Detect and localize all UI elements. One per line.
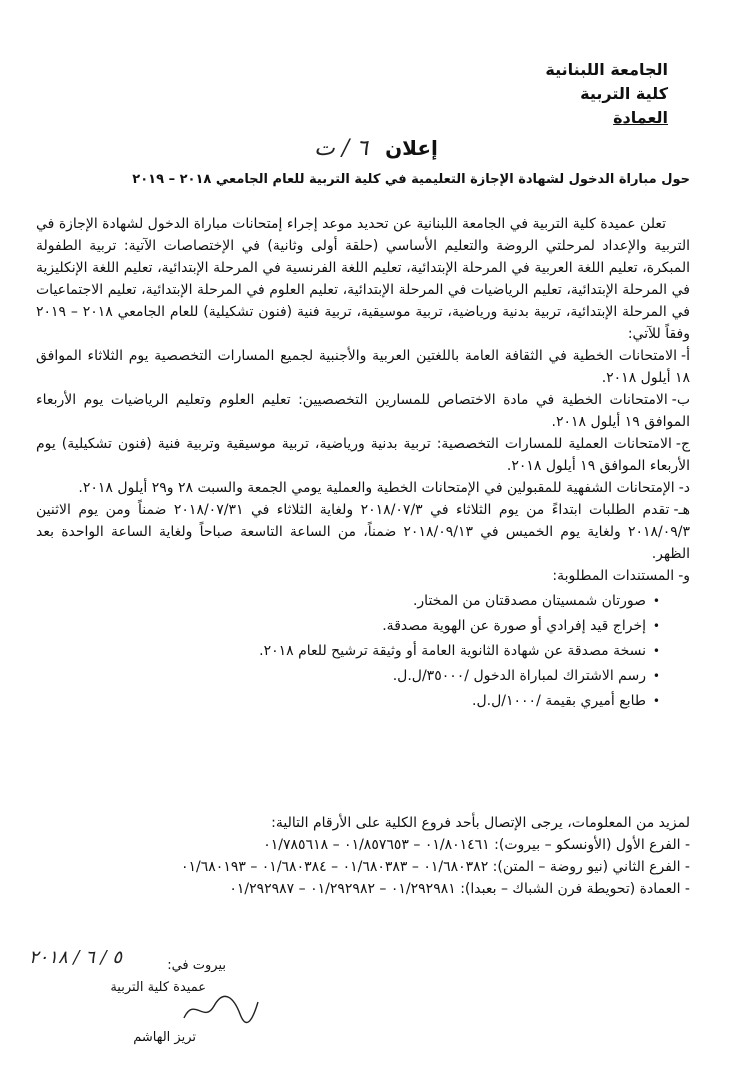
announcement-label: إعلان (385, 136, 438, 160)
handwritten-signature-icon (180, 988, 260, 1028)
list-item (36, 389, 690, 433)
list-item (36, 565, 690, 587)
item-mark: د- (678, 480, 690, 496)
item-mark: و- (678, 568, 690, 584)
faculty-name: كلية التربية (580, 84, 668, 103)
item-mark: ب- (671, 392, 690, 408)
letterhead (545, 58, 668, 130)
branch-line: - الفرع الأول (الأونسكو – بيروت): ٠١/٨٠١٤٦١ – ٠١/٨٥٧٦٥٣ – ٠١/٧٨٥٦١٨ (263, 837, 690, 853)
university-name: الجامعة اللبنانية (545, 60, 668, 79)
item-text: الامتحانات الخطية في مادة الاختصاص للمسارين التخصصيين: تعليم العلوم وتعليم الرياضيات يوم الأربعاء الموافق ١٩ أيلول ٢٠١٨. (36, 392, 690, 430)
list-item (36, 477, 690, 499)
announcement-number: ٦ / ت (314, 136, 369, 161)
list-item (36, 433, 690, 477)
document-subject: حول مباراة الدخول لشهادة الإجازة التعليمية في كلية التربية للعام الجامعي ٢٠١٨ – ٢٠١٩ (132, 172, 690, 187)
document-body (36, 213, 690, 714)
signatory-name: تريز الهاشم (133, 1030, 196, 1045)
item-text: الامتحانات العملية للمسارات التخصصية: تربية بدنية ورياضية، تربية موسيقية وتربية فنية (فنون تشكيلية) يوم الأربعاء الموافق ١٩ أيلول ٢٠١٨. (36, 436, 690, 474)
deanery-name: العمادة (613, 108, 668, 127)
intro-paragraph: تعلن عميدة كلية التربية في الجامعة اللبنانية عن تحديد موعد إجراء إمتحانات مباراة الدخول لشهادة الإجازة في التربية والإعداد لمرحلتي الروضة والتعليم الأساسي (حلقة أولى وثانية) في الإختصاصات الآتية: تربية الطفولة المبكرة، تعليم اللغة العربية في المرحلة الإبتدائية، تعليم اللغة الفرنسية في المرحلة الإبتدائية، تعليم اللغة الإنكليزية في المرحلة الإبتدائية، تعليم الرياضيات في المرحلة الإبتدائية، تعليم العلوم في المرحلة الإبتدائية، تعليم الاجتماعيات في المرحلة الإبتدائية، تربية بدنية ورياضية، تربية موسيقية، تربية فنية (فنون تشكيلية) للعام الجامعي ٢٠١٨ – ٢٠١٩ وفقاً للآتي: (36, 216, 690, 342)
announcement-heading (0, 136, 752, 161)
document-item: • صورتان شمسيتان مصدقتان من المختار. (36, 589, 660, 614)
branch-line: - الفرع الثاني (نيو روضة – المتن): ٠١/٦٨٠٣٨٢ – ٠١/٦٨٠٣٨٣ – ٠١/٦٨٠٣٨٤ – ٠١/٦٨٠١٩٣ (181, 859, 690, 875)
item-mark: ج- (675, 436, 690, 452)
document-item: • رسم الاشتراك لمباراة الدخول /٣٥٠٠٠/ل.ل. (36, 664, 660, 689)
list-item (36, 499, 690, 565)
list-item (36, 345, 690, 389)
signature-date: ٥ / ٦ / ٢٠١٨ (28, 947, 122, 968)
item-text: المستندات المطلوبة: (552, 568, 675, 584)
signature-title: عميدة كلية التربية (110, 980, 206, 995)
document-item: • نسخة مصدقة عن شهادة الثانوية العامة أو وثيقة ترشيح للعام ٢٠١٨. (36, 639, 660, 664)
item-text: الامتحانات الخطية في الثقافة العامة باللغتين العربية والأجنبية لجميع المسارات التخصصية يوم الثلاثاء الموافق ١٨ أيلول ٢٠١٨. (36, 348, 690, 386)
document-item: • إخراج قيد إفرادي أو صورة عن الهوية مصدقة. (36, 614, 660, 639)
item-mark: هـ- (673, 502, 690, 518)
contact-intro: لمزيد من المعلومات، يرجى الإتصال بأحد فروع الكلية على الأرقام التالية: (271, 815, 690, 831)
document-item: • طابع أميري بقيمة /١٠٠٠/ل.ل. (36, 689, 660, 714)
required-documents-list (36, 589, 660, 714)
item-text: تقدم الطلبات ابتداءً من يوم الثلاثاء في ٢٠١٨/٠٧/٣ ولغاية الثلاثاء في ٢٠١٨/٠٧/٣١ ضمناً ومن يوم الاثنين ٢٠١٨/٠٩/٣ ولغاية يوم الخميس في ٢٠١٨/٠٩/١٣ ضمناً، من الساعة التاسعة صباحاً ولغاية الساعة الواحدة بعد الظهر. (36, 502, 691, 562)
branch-line: - العمادة (تحويطة فرن الشباك – بعبدا): ٠١/٢٩٢٩٨١ – ٠١/٢٩٢٩٨٢ – ٠١/٢٩٢٩٨٧ (229, 881, 690, 897)
item-mark: أ- (681, 348, 690, 364)
signature-place: بيروت في: (167, 958, 226, 973)
contact-section (36, 812, 690, 900)
item-text: الإمتحانات الشفهية للمقبولين في الإمتحانات الخطية والعملية يومي الجمعة والسبت ٢٨ و٢٩ أيلول ٢٠١٨. (78, 480, 675, 496)
